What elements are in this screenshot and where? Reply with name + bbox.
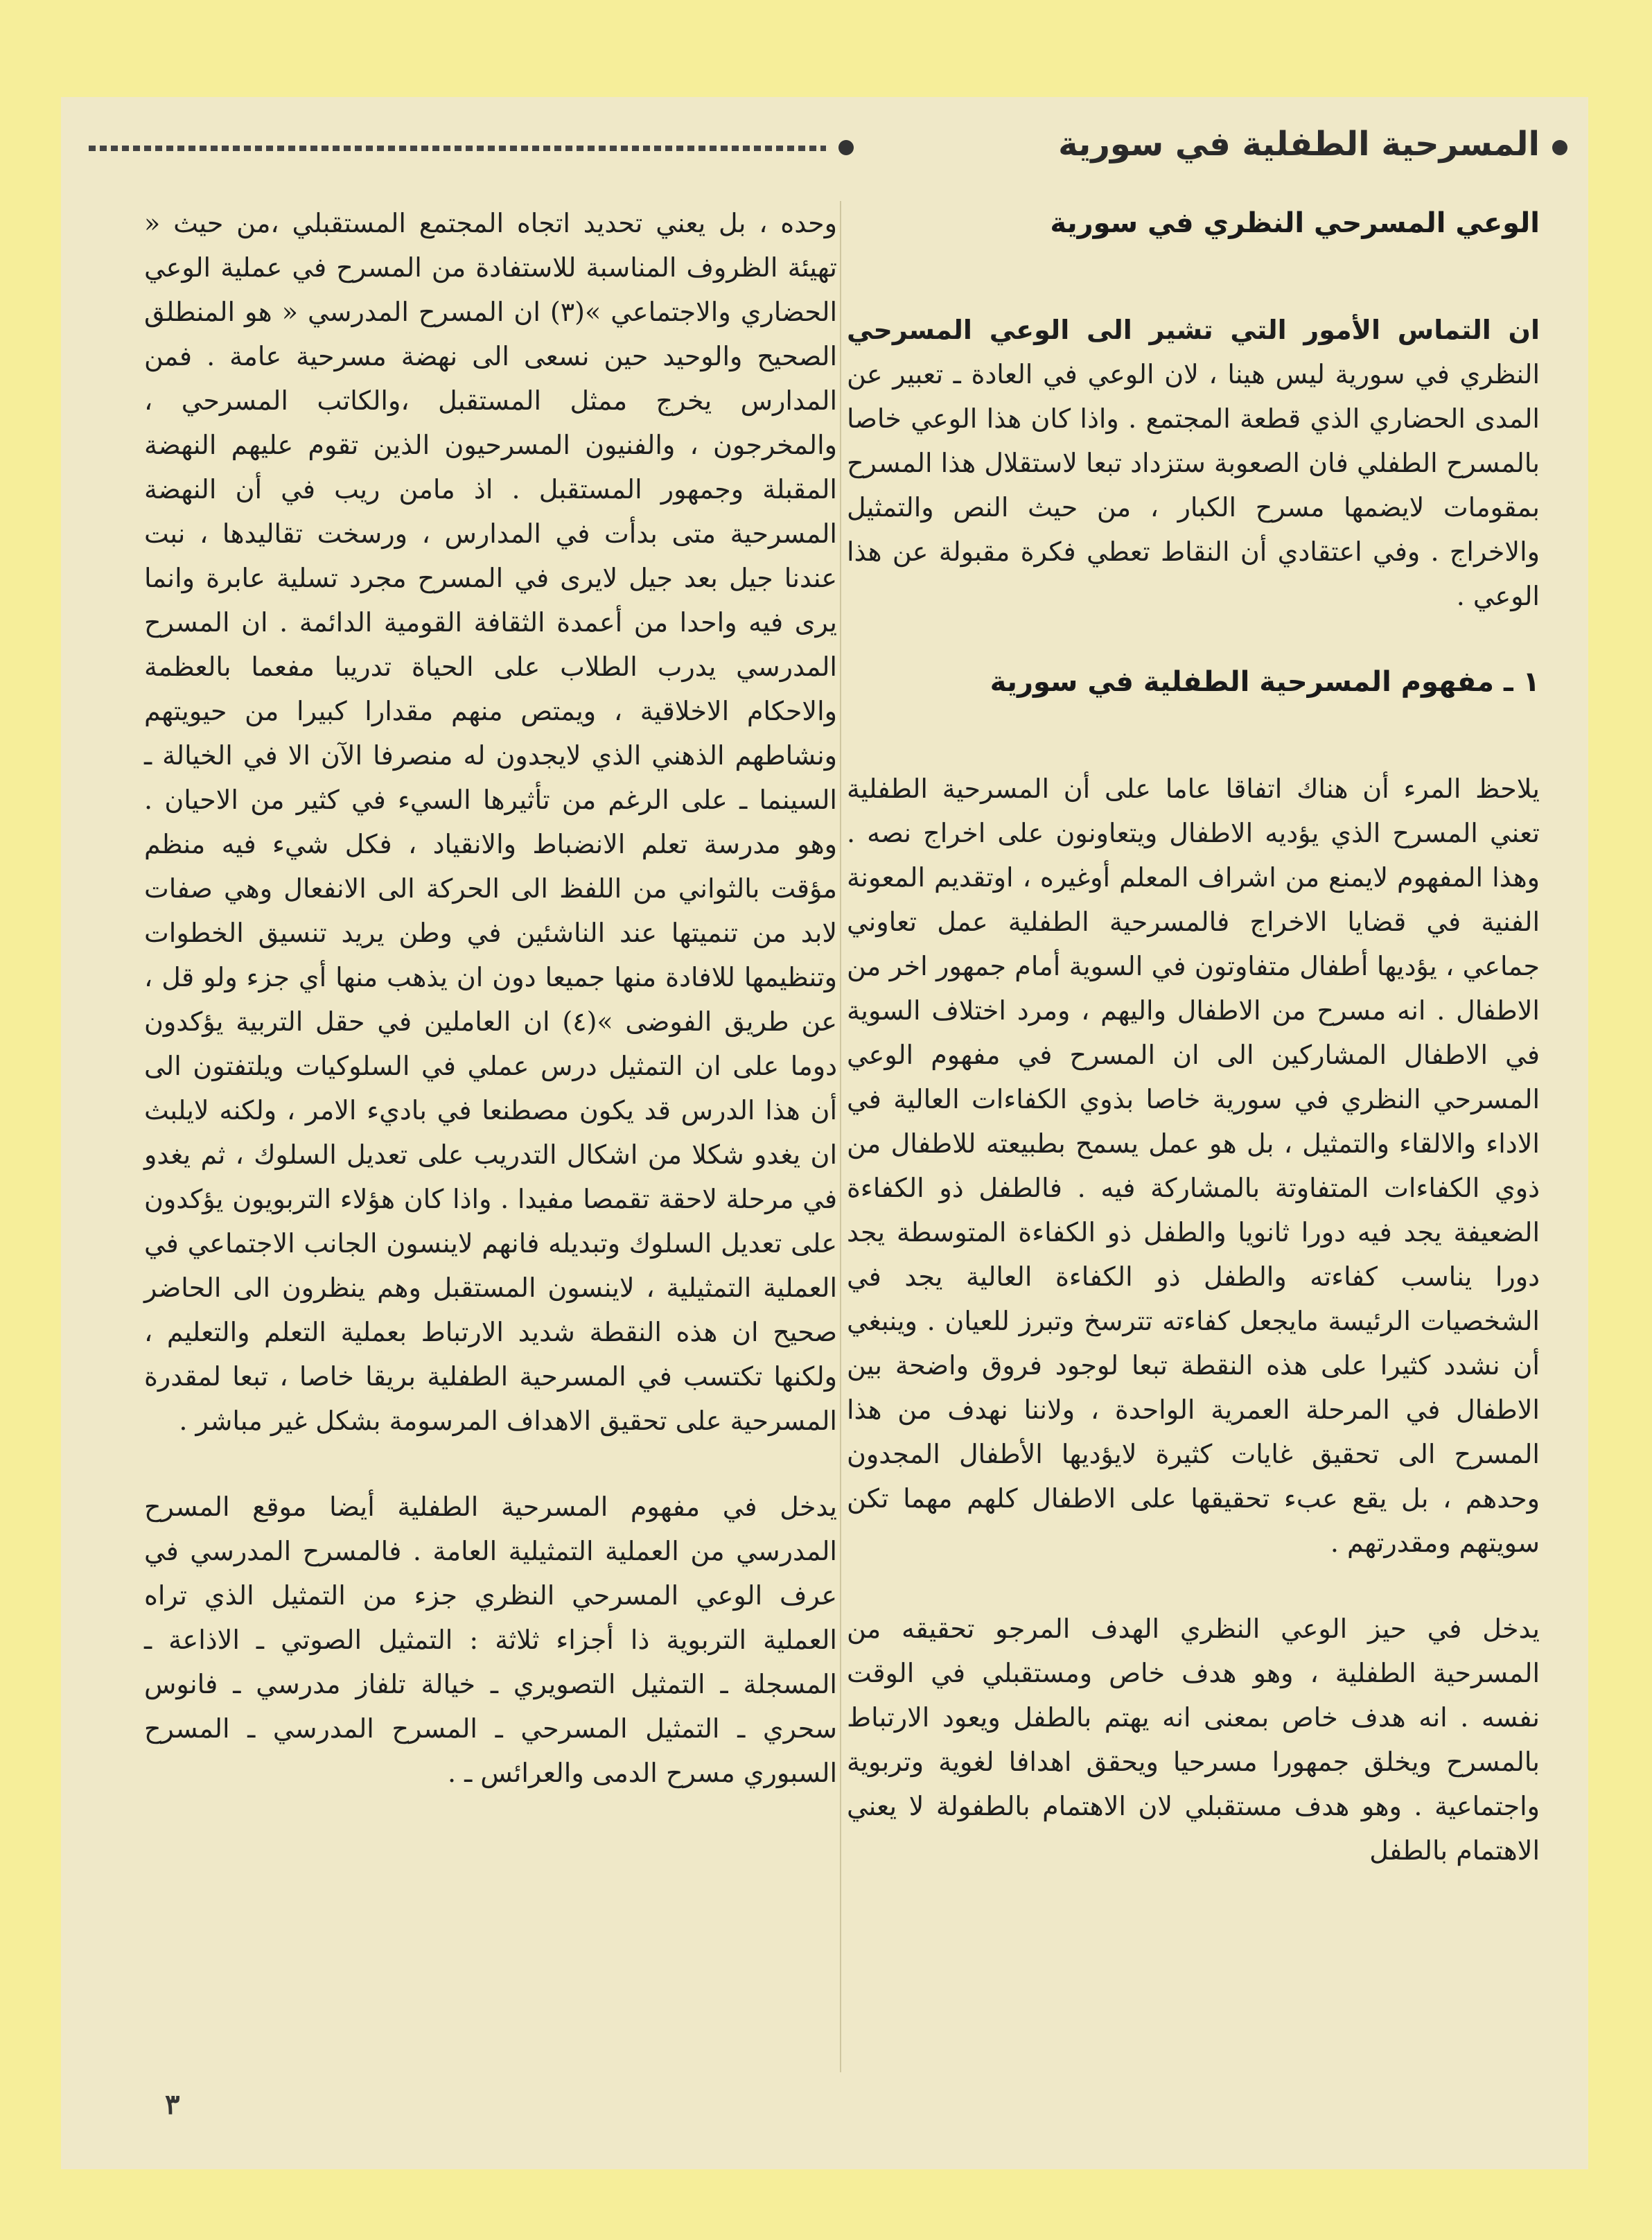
page-header: [61, 118, 1588, 187]
page-number: ٣: [165, 2088, 180, 2121]
paragraph: يلاحظ المرء أن هناك اتفاقا عاما على أن المسرحية الطفلية تعني المسرح الذي يؤديه الاطفال ويتعاونون على اخراج نصه . وهذا المفهوم لايمنع من اشراف المعلم أوغيره ، اوتقديم المعونة الفنية في قضايا الاخراج فالمسرحية الطفلية عمل تعاوني جماعي ، يؤديها أطفال متفاوتون في السوية أمام جمهور اخر من الاطفال . انه مسرح من الاطفال واليهم ، ومرد اختلاف السوية في الاطفال المشاركين الى ان المسرح في مفهوم الوعي المسرحي النظري في سورية خاصا بذوي الكفاءات العالية في الاداء والالقاء والتمثيل ، بل هو عمل يسمح بطبيعته للاطفال من ذوي الكفاءات المتفاوتة بالمشاركة فيه . فالطفل ذو الكفاءة الضعيفة يجد فيه دورا ثانويا والطفل ذو الكفاءة المتوسطة يجد دورا يناسب كفاءته والطفل ذو الكفاءة العالية يجد في الشخصيات الرئيسة مايجعل كفاءته تترسخ وتبرز للعيان . وينبغي أن نشدد كثيرا على هذه النقطة تبعا لوجود فروق واضحة بين الاطفال في المرحلة العمرية الواحدة ، ولاننا نهدف من هذا المسرح الى تحقيق غايات كثيرة لايؤديها الأطفال المجدون وحدهم ، بل يقع عبء تحقيقها على الاطفال كلهم مهما تكن سويتهم ومقدرتهم .: [847, 773, 1540, 1558]
right-column: [847, 201, 1540, 1914]
decorative-rule: [89, 146, 826, 151]
section-heading-theoretical-awareness: الوعي المسرحي النظري في سورية: [1050, 207, 1540, 239]
intro-body: النظري في سورية ليس هينا ، لان الوعي في العادة ـ تعبير عن المدى الحضاري الذي قطعة المجتمع . واذا كان هذا الوعي خاصا بالمسرح الطفلي فان الصعوبة ستزداد تبعا لاستقلال هذا المسرح بمقومات لايضمها مسرح الكبار ، من حيث النص والتمثيل والاخراج . وفي اعتقادي أن النقاط تعطي فكرة مقبولة عن هذا الوعي .: [847, 359, 1540, 611]
paragraph: يدخل في حيز الوعي النظري الهدف المرجو تحقيقه من المسرحية الطفلية ، وهو هدف خاص ومستقبلي في الوقت نفسه . انه هدف خاص بمعنى انه يهتم بالطفل ويعود الارتباط بالمسرح ويخلق جمهورا مسرحيا ويحقق اهدافا لغوية وتربوية واجتماعية . وهو هدف مستقبلي لان الاهتمام بالطفولة لا يعني الاهتمام بالطفل: [847, 1613, 1540, 1866]
section-heading-concept: ١ ـ مفهوم المسرحية الطفلية في سورية: [990, 666, 1540, 698]
bullet-icon: [838, 140, 854, 155]
paragraph: وحده ، بل يعني تحديد اتجاه المجتمع المستقبلي ،من حيث « تهيئة الظروف المناسبة للاستفادة من المسرح في عملية الوعي الحضاري والاجتماعي »(٣) ان المسرح المدرسي « هو المنطلق الصحيح والوحيد حين نسعى الى نهضة مسرحية عامة . فمن المدارس يخرج ممثل المستقبل ،والكاتب المسرحي ، والمخرجون ، والفنيون المسرحيون الذين تقوم عليهم النهضة المقبلة وجمهور المستقبل . اذ مامن ريب في أن النهضة المسرحية متى بدأت في المدارس ، ورسخت تقاليدها ، نبت عندنا جيل بعد جيل لايرى في المسرح مجرد تسلية عابرة وانما يرى فيه واحدا من أعمدة الثقافة القومية الدائمة . ان المسرح المدرسي يدرب الطلاب على الحياة تدريبا مفعما بالعظمة والاحكام الاخلاقية ، ويمتص منهم مقدارا كبيرا من حيويتهم ونشاطهم الذهني الذي لايجدون له منصرفا الآن الا في الخيالة ـ السينما ـ على الرغم من تأثيرها السيء في كثير من الاحيان . وهو مدرسة تعلم الانضباط والانقياد ، فكل شيء فيه منظم مؤقت بالثواني من اللفظ الى الحركة الى الانفعال وهي صفات لابد من تنميتها عند الناشئين في وطن يريد تنسيق الخطوات وتنظيمها للافادة منها جميعا دون ان يذهب منها أي جزء ولو قل ، عن طريق الفوضى »(٤) ان العاملين في حقل التربية يؤكدون دوما على ان التمثيل درس عملي في السلوكيات ويلتفتون الى أن هذا الدرس قد يكون مصطنعا في باديء الامر ، ولكنه لايلبث ان يغدو شكلا من اشكال التدريب على تعديل السلوك ، ثم يغدو في مرحلة لاحقة تقمصا مفيدا . واذا كان هؤلاء التربويون يؤكدون على تعديل السلوك وتبديله فانهم لاينسون الجانب الاجتماعي في العملية التمثيلية ، لاينسون المستقبل وهم ينظرون الى الحاضر صحيح ان هذه النقطة شديد الارتباط بعملية التعلم والتعليم ، ولكنها تكتسب في المسرحية الطفلية بريقا خاصا ، تبعا لمقدرة المسرحية على تحقيق الاهداف المرسومة بشكل غير مباشر .: [144, 208, 837, 1436]
paragraph: يدخل في مفهوم المسرحية الطفلية أيضا موقع المسرح المدرسي من العملية التمثيلية العامة . فالمسرح المدرسي في عرف الوعي المسرحي النظري جزء من التمثيل الذي تراه العملية التربوية ذا أجزاء ثلاثة : التمثيل الصوتي ـ الاذاعة ـ المسجلة ـ التمثيل التصويري ـ خيالة تلفاز مدرسي ـ فانوس سحري ـ التمثيل المسرحي ـ المسرح المدرسي ـ المسرح السبوري مسرح الدمى والعرائس ـ .: [144, 1491, 837, 1788]
running-title: المسرحية الطفلية في سورية: [1058, 125, 1540, 164]
page-sheet: [61, 97, 1588, 2169]
bullet-icon: [1552, 140, 1567, 155]
intro-paragraph: [847, 308, 1540, 618]
column-divider: [840, 201, 841, 2072]
left-column: [144, 201, 837, 1837]
intro-lead: ان التماس الأمور التي تشير الى الوعي المسرحي: [847, 315, 1540, 345]
